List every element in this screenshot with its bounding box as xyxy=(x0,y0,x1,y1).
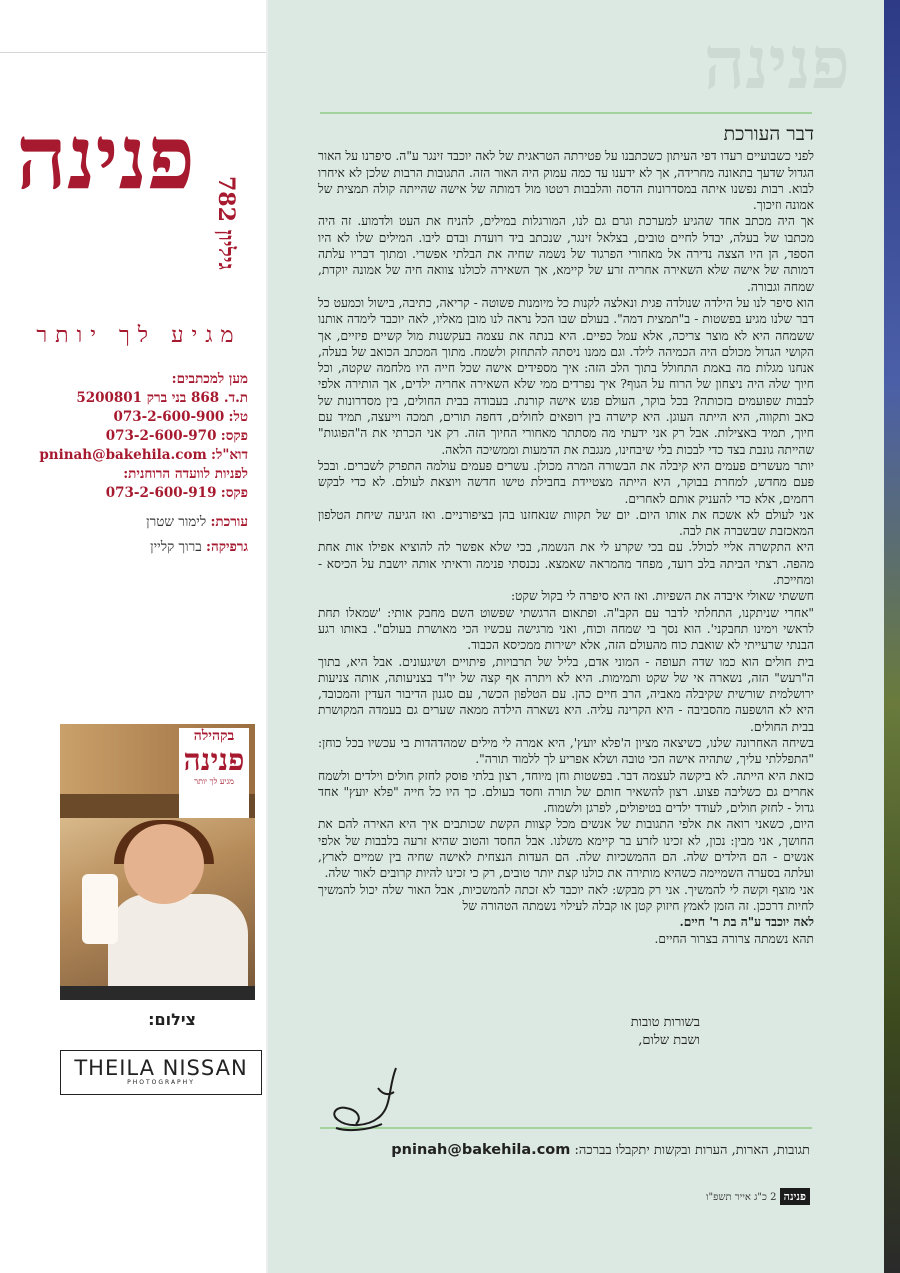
divider xyxy=(0,52,266,53)
signoff xyxy=(600,1014,700,1050)
pobox: ת.ד. 868 בני ברק 5200801 xyxy=(76,390,248,406)
cover-logo xyxy=(179,728,249,818)
article-paragraph: יותר מעשרים פעמים היא קיבלה את הבשורה המרה מכולן. עשרים פעמים עולמה התפרק לשברים. ובכל פעם מחדש, למחרת בבוקר, היא הייתה מצטיידת בחבילת טישו חדשה ויוצאת לעולם. לא כדי לבקש רחמים, אלא כדי להעניק אותם לאחרים. xyxy=(318,458,814,506)
photographer-sub: PHOTOGRAPHY xyxy=(127,1079,195,1086)
graphics-name: ברוך קליין xyxy=(150,539,202,555)
article-paragraph: אני לעולם לא אשכח את אותו היום. יום של תקוות שנאחזנו בהן בציפורניים. ואז הגיעה שיחת הטלפון המאכזבת שבשברה את לבה. xyxy=(318,507,814,539)
editor-label: עורכת: xyxy=(210,514,248,530)
cover-milkshake xyxy=(82,874,118,944)
article-paragraph: בית חולים הוא כמו שדה תעופה - המוני אדם, בליל של תרבויות, פיתויים ושיגעונים. אבל היא, בתוך ה"רעש" הזה, נשארה אי של שקט ותמימות. היא לא ויתרה אף קצה של יו"ד בצניעותה, אותה צניעות ירושלמית שורשית שקיבלה מאביה, הרב חיים כהן. עם הטלפון הכשר, עם סגנון הדיבור העדין והמכובד, היא לא הושפעה מהסביבה - היא הקרינה עליה. היא נשארה הילדה ממאה שערים גם בעמדה המקושרת בבית החולים. xyxy=(318,654,814,734)
article-paragraph: היום, כשאני רואה את אלפי התגובות של אנשים מכל קצוות הקשת שכותבים איך היא האירה להם את החושך, אני מבין: נכון, לא זכינו לזרע בר קיימא משלנו. אבל החסד והטוב שהיא זרעה בלבבות של אלפי אנשים - הם הילדים שלה. הם ההמשכיות שלה. הם העדות הנצחית לאישה שחיה בין שמיים לארץ, ועלתה בסערה השמיימה כשהיא מותירה את כולנו קצת יותר טובים, רק כי זכינו להיות קרובים לאור שלה. xyxy=(318,817,814,881)
article-paragraph: כזאת היא הייתה. לא ביקשה לעצמה דבר. בפשטות וחן מיוחד, רצון בלתי פוסק לחזק חולים וילדים ולשמח אחרים גם כשליבה פצוע. רצון להשאיר חותם של תורה וחסד בעולם. כך היו כל חייה "פלא יועץ" אחד גדול - לחזק חולים, לעודד ילדים בטיפולים, לפרגן ולשמוח. xyxy=(318,768,814,816)
divider xyxy=(320,112,812,114)
page-footer xyxy=(684,1188,810,1210)
mail-heading: מען למכתבים: xyxy=(171,371,248,387)
cover-thumbnail xyxy=(60,724,255,1000)
article-paragraph: חששתי שאולי איבדה את השפיות. ואז היא סיפרה לי בקול שקט: xyxy=(510,589,814,604)
cover-footer-bar xyxy=(60,986,255,1000)
fax2-value: 073-2-600-919 xyxy=(105,485,217,501)
feedback-line xyxy=(391,1142,810,1158)
cover-brand-top: בקהילה xyxy=(193,728,235,744)
contact-info xyxy=(30,370,248,557)
signoff-line: ושבת שלום, xyxy=(638,1033,700,1048)
email-link[interactable]: pninah@bakehila.com xyxy=(39,447,207,463)
issue-number: גיליון 782 xyxy=(213,176,239,270)
article-paragraph: היא התקשרה אליי לכולל. עם בכי שקרע לי את הנשמה, בכי שלא אפשר לה להוציא אפילו אות אחת מהפה. רצתי הביתה בלב רועד, מפחד מהמראה שאמצא. נכנסתי פנימה וראיתי אותה יושבת על הכיסא - ומחייכת. xyxy=(318,540,814,588)
tagline: מגיע לך יותר xyxy=(36,323,242,348)
cover-girl-face xyxy=(124,824,204,904)
article-paragraph: "אחרי שניתקנו, התחלתי לדבר עם הקב"ה. ופתאום הרגשתי שפשוט השם מחבק אותי: 'שמאלו תחת לראשי וימינו תחבקני'. הוא נסך בי שמחה וכוח, ואני מרגישה עכשיו הכי מאושרת בעולם". באותו רגע הבנתי שרעייתי לא שואבת כוח מהעולם הזה, אלא ישירות ממכיסא הכבוד. xyxy=(318,605,814,653)
tel-value: 073-2-600-900 xyxy=(113,409,225,425)
page-edge-strip xyxy=(884,0,900,1273)
footer-badge: פנינה xyxy=(780,1188,810,1205)
article-paragraph: אני מוצף וקשה לי להמשיך. אני רק מבקש: לאה יוכבד לא זכתה להמשכיות, אבל האור שלה יכול להמשיך לחיות דרככן. זה הזמן לאמץ חיזוק קטן או קבלה לעילוי נשמתה הטהורה של xyxy=(318,882,814,913)
fax-label: פקס: xyxy=(220,428,248,444)
article-title: דבר העורכת xyxy=(723,123,814,145)
cover-brand-tag: מגיע לך יותר xyxy=(194,777,234,786)
cover-brand-main: פנינה xyxy=(183,743,245,778)
article-paragraph: אך היה מכתב אחד שהגיע למערכת וגרם גם לנו, המורגלות במילים, להניח את העט ולדמוע. זה היה מכתבו של בעלה, יבדל לחיים טובים, בצלאל זינגר, שנכתב ביד רועדת ובדם ליבו. המילים שלו לא היו הספד, הן היו הצצה נדירה אל מאחורי הפרגוד של נשמה שחיה את הבלתי אפשרי. ומתוך דבריו עלתה דמותה של אישה שלא השאירה אחריה זרע של קיימא, אך השאירה לכולנו צוואה חיה של אמונה יוקדת, שמחה וגבורה. xyxy=(318,214,814,294)
article-paragraph: לפני כשבועיים רעדו דפי העיתון כשכתבנו על פטירתה הטראגית של לאה יוכבד זינגר ע"ה. סיפרנו על האור הגדול שדעך בתאונה מחרידה, אך לא ידענו עד כמה עמוק היה האור הזה. התגובות הרבות שלכן לא איחרו לבוא. רבות נפשנו איתה במסדרונות הדסה והלבבות רטטו מול דמותה של אישה שהייתה קולה תמצית של אמונה וזיכוך. xyxy=(318,149,814,213)
article-paragraph: הוא סיפר לנו על הילדה שנולדה פגית ונאלצה לקנות כל מיומנות פשוטה - קריאה, כתיבה, בישול וכמעט כל דבר שלנו מגיע בפשטות - ב"תמצית דמה". בעולם שבו הכל נראה לנו מובן מאליו, לאה יוכבד לימדה אותנו ששמחה היא לא מוצר צריכה, אלא עמל כפיים. היא בנתה את עצמה בעקשנות מול קשיים פיזיים, אך הקושי הגדול מכולם היה הכמיהה לילד. וגם ממנו ניסתה להתחזק ולשמח. מתוך המכתב הכואב של בעלה, אנחנו מגלות מה באמת התחולל בתוך הלב הזה: איך מספידים אישה שכל חייה היו מלחמה שקטה, וכל חיוך שלה היה ניצחון של הרוח על הגוף? איך נפרדים ממי שלא השאירה אחריה ילדים, אך הותירה אלפי לבבות שפועמים בזכותה? בכל בוקר, העולם פגש אישה קורנת. בעבודה בבית החולים, בין מסדרונות של כאב ותקווה, היא הייתה העוגן. היא קישרה בין רופאים לחולים, דחפה תורים, תמכה וייעצה, תמיד עם חיוך, תמיד באצילות. אבל רק אני ידעתי מה מסתתר מאחורי החיוך הזה. רק אני הכרתי את ה"הפוגות" שהייתה גונבת בצד כדי לבכות בלי שיבחינו, מנגבת את הדמעות וממשיכה הלאה. xyxy=(318,295,814,457)
cover-girl-shirt xyxy=(108,894,248,989)
editor-name: לימור שטרן xyxy=(146,514,207,530)
photographer-logo xyxy=(60,1050,262,1095)
feedback-text: תגובות, הארות, הערות ובקשות יתקבלו בברכה: xyxy=(574,1143,810,1158)
spiritual-heading: לפניות לוועדה הרוחנית: xyxy=(123,466,248,482)
article-paragraph: בשיחה האחרונה שלנו, כשיצאה מציון ה'פלא יועץ', היא אמרה לי מילים שמהדהדות בי עכשיו בכל כוחן: "התפללתי עליך, שתהיה אישה הכי טובה ושלא אפריע לך ללמוד תורה". xyxy=(318,735,814,767)
fax-value: 073-2-600-970 xyxy=(105,428,217,444)
masthead xyxy=(16,105,245,332)
ghost-background-title: פנינה xyxy=(703,20,850,105)
photo-credit-label: צילום: xyxy=(148,1010,196,1029)
footer-date: כ"ג אייר תשפ"ו xyxy=(706,1192,767,1203)
feedback-email[interactable]: pninah@bakehila.com xyxy=(391,1142,571,1158)
article-name-line: לאה יוכבד ע"ה בת ר' חיים. xyxy=(679,915,814,930)
page-number: 2 xyxy=(770,1192,777,1203)
magazine-logo: פנינה xyxy=(16,105,195,209)
graphics-label: גרפיקה: xyxy=(206,539,248,555)
email-label: דוא"ל: xyxy=(211,447,248,463)
article-closing: תהא נשמתה צרורה בצרור החיים. xyxy=(654,931,814,946)
tel-label: טל: xyxy=(228,409,248,425)
signoff-line: בשורות טובות xyxy=(630,1015,700,1030)
signature-icon xyxy=(318,1058,414,1136)
fax2-label: פקס: xyxy=(220,485,248,501)
editor-letter xyxy=(318,123,814,947)
photographer-name: THEILA NISSAN xyxy=(74,1056,248,1080)
